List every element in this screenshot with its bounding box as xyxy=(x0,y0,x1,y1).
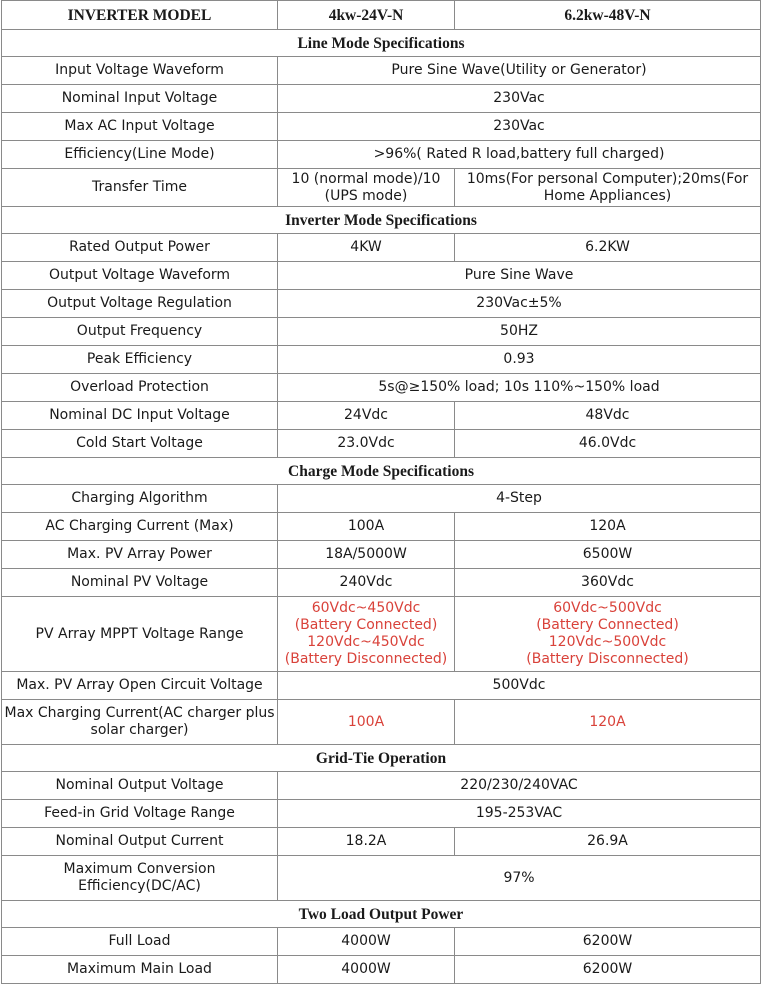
table-row xyxy=(2,262,761,290)
section-inverter-mode xyxy=(2,207,761,234)
transfer-time-4kw-line1: 10 (normal mode)/10 xyxy=(291,170,441,187)
row-label: PV Array MPPT Voltage Range xyxy=(2,597,278,672)
row-label: Input Voltage Waveform xyxy=(2,57,278,85)
table-row xyxy=(2,928,761,956)
row-label: Feed-in Grid Voltage Range xyxy=(2,800,278,828)
row-value-4kw: 100A xyxy=(278,513,455,541)
table-row xyxy=(2,402,761,430)
table-row xyxy=(2,597,761,672)
header-4kw-cell: 4kw-24V-N xyxy=(278,1,455,30)
table-row xyxy=(2,57,761,85)
section-charge-mode xyxy=(2,458,761,485)
mppt-range-4kw xyxy=(278,597,455,672)
row-label: Nominal PV Voltage xyxy=(2,569,278,597)
table-row xyxy=(2,513,761,541)
header-model-cell: INVERTER MODEL xyxy=(2,1,278,30)
inverter-spec-table xyxy=(1,0,761,984)
table-row xyxy=(2,234,761,262)
mppt-6kw-line: (Battery Connected) xyxy=(536,617,679,633)
row-value-4kw: 4000W xyxy=(278,928,455,956)
row-label: Output Voltage Waveform xyxy=(2,262,278,290)
row-value-4kw: 23.0Vdc xyxy=(278,430,455,458)
row-label: Nominal Input Voltage xyxy=(2,85,278,113)
row-label: Rated Output Power xyxy=(2,234,278,262)
table-row xyxy=(2,169,761,207)
row-value-6kw: 6200W xyxy=(455,956,761,984)
table-row xyxy=(2,85,761,113)
row-label: Nominal Output Voltage xyxy=(2,772,278,800)
row-label: Max. PV Array Power xyxy=(2,541,278,569)
mppt-6kw-line: 120Vdc~500Vdc xyxy=(548,634,667,650)
section-title: Inverter Mode Specifications xyxy=(2,207,761,234)
row-value: 50HZ xyxy=(278,318,761,346)
row-label xyxy=(2,700,278,745)
table-row xyxy=(2,485,761,513)
mppt-4kw-line: (Battery Disconnected) xyxy=(284,651,448,667)
transfer-time-4kw xyxy=(278,169,455,207)
row-value-4kw: 4KW xyxy=(278,234,455,262)
mppt-4kw-line: 120Vdc~450Vdc xyxy=(307,634,425,650)
row-label: Max. PV Array Open Circuit Voltage xyxy=(2,672,278,700)
row-value-6kw: 120A xyxy=(455,700,761,745)
transfer-time-6kw-line2: Home Appliances) xyxy=(543,187,672,204)
row-label: Nominal DC Input Voltage xyxy=(2,402,278,430)
row-value-4kw: 18.2A xyxy=(278,828,455,856)
row-value-6kw: 360Vdc xyxy=(455,569,761,597)
row-value: 230Vac±5% xyxy=(278,290,761,318)
row-value-6kw: 6.2KW xyxy=(455,234,761,262)
row-label: Transfer Time xyxy=(2,169,278,207)
row-value: Pure Sine Wave(Utility or Generator) xyxy=(278,57,761,85)
row-value-4kw: 24Vdc xyxy=(278,402,455,430)
row-value-6kw: 6500W xyxy=(455,541,761,569)
row-value-4kw: 240Vdc xyxy=(278,569,455,597)
row-label-line1: Maximum Conversion xyxy=(63,861,216,877)
mppt-6kw-line: (Battery Disconnected) xyxy=(526,651,689,667)
section-title: Line Mode Specifications xyxy=(2,30,761,57)
table-row xyxy=(2,800,761,828)
table-row xyxy=(2,828,761,856)
row-value-6kw: 48Vdc xyxy=(455,402,761,430)
mppt-4kw-line: (Battery Connected) xyxy=(294,617,438,633)
table-row xyxy=(2,856,761,901)
table-row xyxy=(2,569,761,597)
transfer-time-6kw xyxy=(455,169,761,207)
row-value: >96%( Rated R load,battery full charged) xyxy=(278,141,761,169)
table-row xyxy=(2,113,761,141)
row-label: Peak Efficiency xyxy=(2,346,278,374)
table-row xyxy=(2,672,761,700)
row-value: 230Vac xyxy=(278,113,761,141)
row-label: Maximum Main Load xyxy=(2,956,278,984)
table-row xyxy=(2,772,761,800)
table-row xyxy=(2,541,761,569)
table-row xyxy=(2,346,761,374)
row-label: Overload Protection xyxy=(2,374,278,402)
row-label xyxy=(2,856,278,901)
table-row xyxy=(2,374,761,402)
row-value-4kw: 4000W xyxy=(278,956,455,984)
table-row xyxy=(2,318,761,346)
row-value-4kw: 100A xyxy=(278,700,455,745)
row-value-6kw: 120A xyxy=(455,513,761,541)
row-value: 500Vdc xyxy=(278,672,761,700)
row-label: Efficiency(Line Mode) xyxy=(2,141,278,169)
row-label: Nominal Output Current xyxy=(2,828,278,856)
mppt-6kw-line: 60Vdc~500Vdc xyxy=(553,600,662,616)
transfer-time-6kw-line1: 10ms(For personal Computer);20ms(For xyxy=(466,170,749,187)
mppt-4kw-line: 60Vdc~450Vdc xyxy=(311,600,421,616)
row-value: 195-253VAC xyxy=(278,800,761,828)
section-line-mode xyxy=(2,30,761,57)
row-label-line2: Efficiency(DC/AC) xyxy=(78,878,201,894)
row-value-6kw: 46.0Vdc xyxy=(455,430,761,458)
row-label: Charging Algorithm xyxy=(2,485,278,513)
row-label: Output Voltage Regulation xyxy=(2,290,278,318)
row-value-6kw: 26.9A xyxy=(455,828,761,856)
section-title: Two Load Output Power xyxy=(2,901,761,928)
transfer-time-4kw-line2: (UPS mode) xyxy=(324,187,408,204)
table-row xyxy=(2,956,761,984)
row-label: AC Charging Current (Max) xyxy=(2,513,278,541)
mppt-range-6kw xyxy=(455,597,761,672)
row-label-line1: Max Charging Current(AC charger plus xyxy=(4,705,275,721)
row-value: 0.93 xyxy=(278,346,761,374)
row-value: 230Vac xyxy=(278,85,761,113)
header-row xyxy=(2,1,761,30)
row-value: 4-Step xyxy=(278,485,761,513)
section-two-load xyxy=(2,901,761,928)
row-label: Full Load xyxy=(2,928,278,956)
table-row xyxy=(2,141,761,169)
table-row xyxy=(2,700,761,745)
row-value: Pure Sine Wave xyxy=(278,262,761,290)
row-value-4kw: 18A/5000W xyxy=(278,541,455,569)
header-6kw-cell: 6.2kw-48V-N xyxy=(455,1,761,30)
section-title: Grid-Tie Operation xyxy=(2,745,761,772)
section-grid-tie xyxy=(2,745,761,772)
row-value: 220/230/240VAC xyxy=(278,772,761,800)
row-value: 5s@≥150% load; 10s 110%~150% load xyxy=(278,374,761,402)
table-row xyxy=(2,430,761,458)
row-label: Max AC Input Voltage xyxy=(2,113,278,141)
section-title: Charge Mode Specifications xyxy=(2,458,761,485)
row-label-line2: solar charger) xyxy=(90,722,189,738)
row-label: Cold Start Voltage xyxy=(2,430,278,458)
row-value: 97% xyxy=(278,856,761,901)
row-label: Output Frequency xyxy=(2,318,278,346)
table-row xyxy=(2,290,761,318)
row-value-6kw: 6200W xyxy=(455,928,761,956)
